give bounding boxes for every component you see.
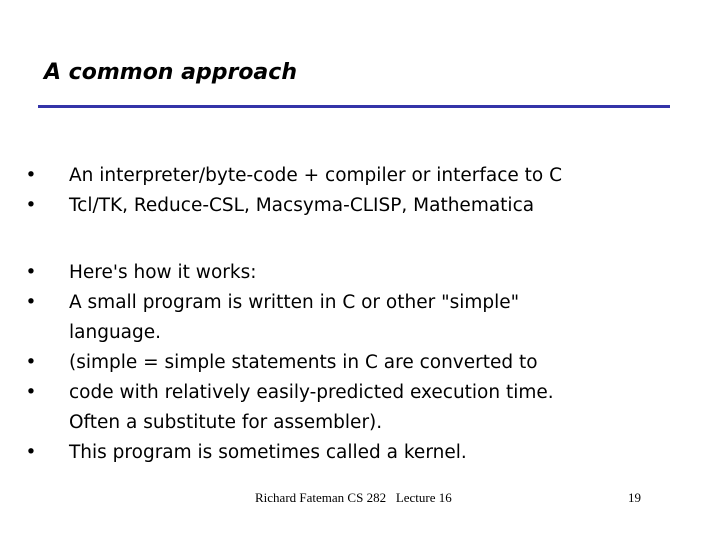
bullet-list-2 bbox=[24, 258, 689, 468]
list-item-text: Tcl/TK, Reduce-CSL, Macsyma-CLISP, Mathematica bbox=[69, 195, 535, 216]
list-item bbox=[24, 191, 689, 221]
slide-title: A common approach bbox=[44, 60, 297, 85]
list-item bbox=[24, 258, 689, 288]
bullet-icon: • bbox=[25, 382, 37, 403]
list-item-text: This program is sometimes called a kernel. bbox=[69, 442, 467, 463]
list-item bbox=[24, 161, 689, 191]
list-item bbox=[24, 348, 689, 378]
bullet-icon: • bbox=[25, 292, 37, 313]
slide-footer: Richard Fateman CS 282 Lecture 16 bbox=[255, 490, 452, 505]
page-number: 19 bbox=[628, 490, 641, 505]
list-item bbox=[24, 378, 689, 438]
list-item bbox=[24, 438, 689, 468]
title-divider bbox=[38, 105, 670, 108]
list-item-text: A small program is written in C or other "simple" bbox=[69, 292, 520, 313]
bullet-icon: • bbox=[25, 352, 37, 373]
list-item-text: (simple = simple statements in C are converted to bbox=[69, 352, 538, 373]
list-item-text: code with relatively easily-predicted execution time. bbox=[69, 382, 554, 403]
bullet-icon: • bbox=[25, 262, 37, 283]
list-item-text-continued: language. bbox=[69, 322, 162, 343]
list-item-text-continued: Often a substitute for assembler). bbox=[69, 412, 383, 433]
bullet-list-1 bbox=[24, 161, 689, 221]
list-item bbox=[24, 288, 689, 348]
bullet-icon: • bbox=[25, 442, 37, 463]
list-item-text: Here's how it works: bbox=[69, 262, 257, 283]
list-item-text: An interpreter/byte-code + compiler or interface to C bbox=[69, 165, 563, 186]
bullet-icon: • bbox=[25, 165, 37, 186]
bullet-icon: • bbox=[25, 195, 37, 216]
